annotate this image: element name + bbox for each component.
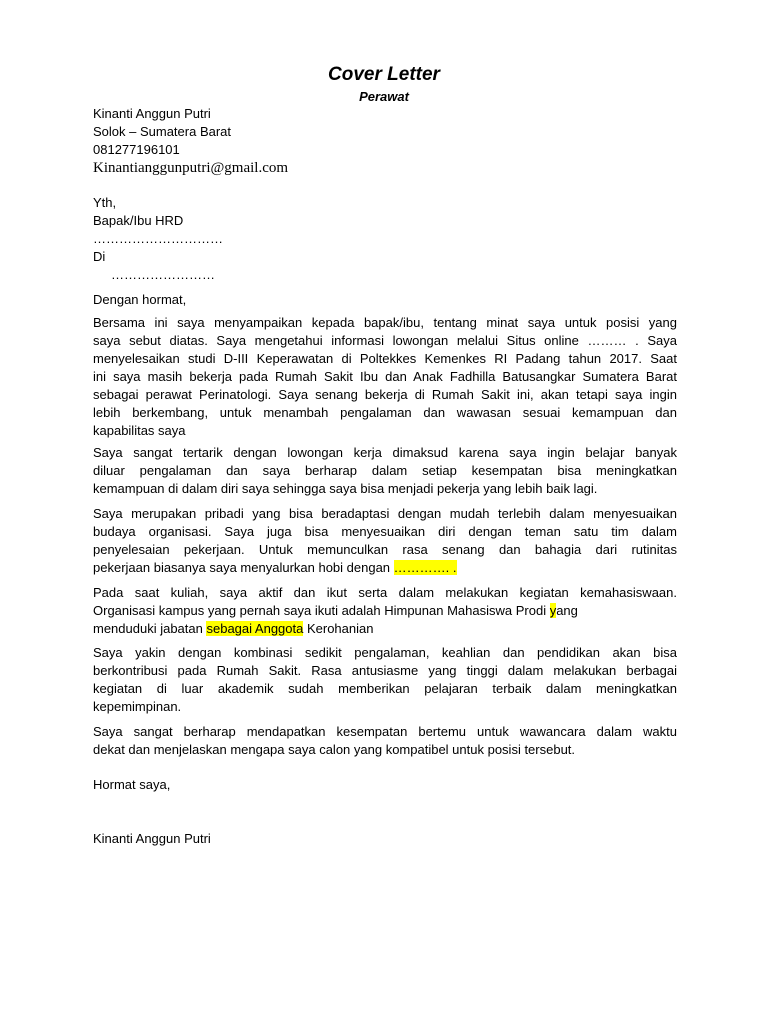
signature-name: Kinanti Anggun Putri: [93, 831, 211, 846]
paragraph-text: ang: [556, 603, 578, 618]
sender-email: Kinantianggunputri@gmail.com: [93, 160, 289, 176]
paragraph-line: Saya yakin dengan kombinasi sedikit pengalaman, keahlian dan pendidikan akan bisa: [93, 645, 677, 660]
paragraph-text: pekerjaan biasanya saya menyalurkan hobi dengan: [93, 560, 394, 575]
paragraph-line: dekat dan menjelaskan mengapa saya calon yang kompatibel untuk posisi tersebut.: [93, 742, 576, 757]
paragraph-3: [93, 505, 677, 577]
paragraph-line: Saya sangat tertarik dengan lowongan kerja dimaksud karena saya ingin belajar banyak: [93, 445, 677, 460]
highlighted-text: y: [549, 603, 557, 618]
paragraph-text: Organisasi kampus yang pernah saya ikuti adalah Himpunan Mahasiswa Prodi: [93, 603, 550, 618]
recipient-company: …………………………: [93, 231, 223, 246]
paragraph-line: [93, 559, 677, 577]
document-subtitle: Perawat: [359, 89, 409, 104]
paragraph-line: sebagai perawat Perinatologi. Saya senang bekerja di Rumah Sakit ini, akan tetapi saya ingin: [93, 387, 677, 402]
recipient-block: [93, 194, 677, 284]
highlighted-text: sebagai Anggota: [206, 621, 304, 636]
paragraph-line: [93, 602, 677, 620]
paragraph-line: menyelesaikan studi D-III Keperawatan di Poltekkes Kemenkes RI Padang tahun 2017. Saat: [93, 351, 677, 366]
paragraph-text: menduduki jabatan: [93, 621, 207, 636]
paragraph-4: [93, 584, 677, 638]
paragraph-line: kemampuan di dalam diri saya sehingga saya bisa menjadi pekerja yang lebih baik lagi.: [93, 481, 598, 496]
highlighted-placeholder: …………. .: [393, 560, 457, 575]
paragraph-line: kegiatan di luar akademik sudah memberikan pelajaran terbaik dalam meningkatkan: [93, 681, 677, 696]
recipient-salutation: Yth,: [93, 195, 117, 210]
sender-location: Solok – Sumatera Barat: [93, 124, 232, 139]
paragraph-line: saya sebut diatas. Saya mengetahui informasi lowongan melalui Situs online ……… . Saya: [93, 333, 677, 348]
paragraph-line: budaya organisasi. Saya juga bisa menyesuaikan diri dengan teman satu tim dalam: [93, 524, 677, 539]
paragraph-2: [93, 444, 677, 498]
paragraph-line: kepemimpinan.: [93, 699, 182, 714]
recipient-di: Di: [93, 249, 106, 264]
sender-name: Kinanti Anggun Putri: [93, 106, 211, 121]
paragraph-line: ini saya masih bekerja pada Rumah Sakit Ibu dan Anak Fadhilla Batusangkar Sumatera Barat: [93, 369, 677, 384]
recipient-title: Bapak/Ibu HRD: [93, 213, 184, 228]
paragraph-line: berkontribusi pada Rumah Sakit. Rasa antusiasme yang tinggi dalam melakukan berbagai: [93, 663, 677, 678]
paragraph-line: kapabilitas saya: [93, 423, 186, 438]
paragraph-1: [93, 314, 677, 440]
recipient-place: ……………………: [111, 267, 215, 282]
document-title: Cover Letter: [328, 64, 440, 85]
paragraph-6: [93, 723, 677, 759]
paragraph-line: lebih berkembang, untuk menambah pengalaman dan wawasan sesuai kemampuan dan: [93, 405, 677, 420]
sender-block: [93, 105, 677, 177]
paragraph-line: diluar pengalaman dan saya berharap dalam setiap kesempatan bisa meningkatkan: [93, 463, 677, 478]
paragraph-line: penyelesaian pekerjaan. Untuk memunculkan rasa senang dan bahagia dari rutinitas: [93, 542, 677, 557]
paragraph-line: Bersama ini saya menyampaikan kepada bapak/ibu, tentang minat saya untuk posisi yang: [93, 315, 677, 330]
paragraph-5: [93, 644, 677, 716]
paragraph-line: [93, 620, 677, 638]
closing: Hormat saya,: [93, 777, 171, 792]
paragraph-line: Pada saat kuliah, saya aktif dan ikut serta dalam melakukan kegiatan kemahasiswaan.: [93, 585, 677, 600]
sender-phone: 081277196101: [93, 142, 180, 157]
paragraph-line: Saya sangat berharap mendapatkan kesempatan bertemu untuk wawancara dalam waktu: [93, 724, 677, 739]
paragraph-line: Saya merupakan pribadi yang bisa beradaptasi dengan mudah terlebih dalam menyesuaikan: [93, 506, 677, 521]
greeting: Dengan hormat,: [93, 292, 187, 307]
paragraph-text: Kerohanian: [303, 621, 374, 636]
